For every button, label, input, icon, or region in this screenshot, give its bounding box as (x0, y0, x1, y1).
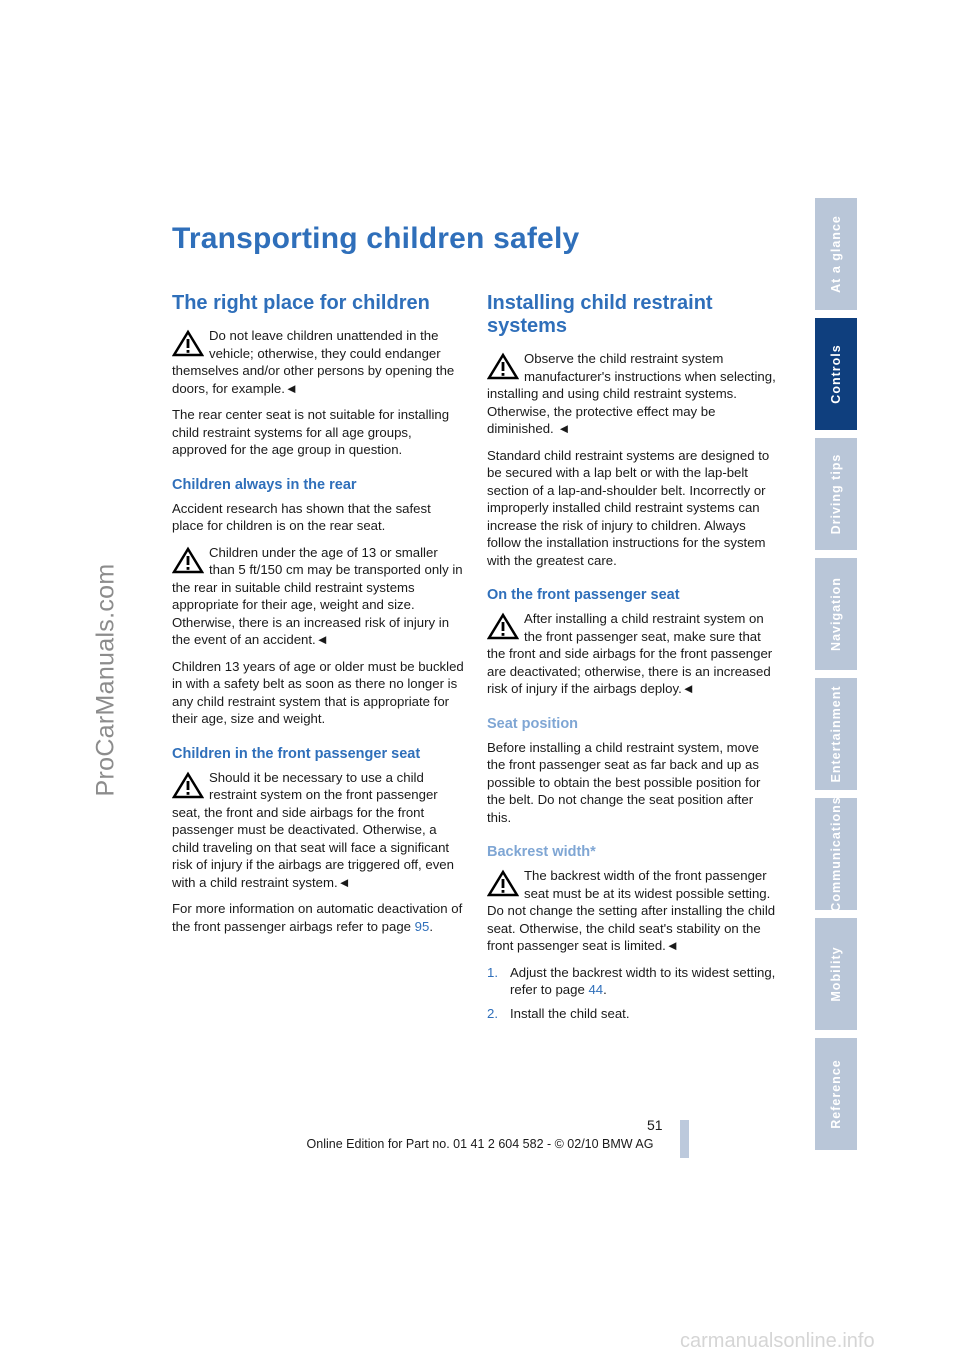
step-item: 2. Install the child seat. (487, 1005, 630, 1021)
warning-icon (172, 546, 204, 574)
warning-icon (172, 329, 204, 357)
step-item: 1. Adjust the backrest width to its widest setting, refer to page 44. (487, 964, 776, 997)
right-column (487, 292, 779, 1028)
paragraph: Before installing a child restraint system, move the front passenger seat as far back and up as possible to obtain the best possible position for the belt. Do not change the seat position after this. (487, 739, 761, 825)
paragraph: Children 13 years of age or older must be buckled in with a safety belt as soon as there no longer is any child restraint system that is appropriate for their age, size and weight. (172, 658, 464, 726)
page-link[interactable]: 95 (414, 918, 430, 934)
warning-paragraph: Observe the child restraint system manufacturer's instructions when selecting, installing and using child restraint systems. Otherwise, the protective effect may be diminished. ◄ (487, 351, 776, 436)
warning-icon (487, 869, 519, 897)
subheading-backrest-width: Backrest width* (487, 844, 596, 860)
warning-paragraph: After installing a child restraint system on the front passenger seat, make sure that the front and side airbags for the front passenger are deactivated; otherwise, there is an increased risk of injury if the airbags deploy.◄ (487, 611, 773, 696)
tab-mobility[interactable]: Mobility (815, 918, 857, 1030)
paragraph: Accident research has shown that the safest place for children is on the rear seat. (172, 500, 431, 533)
subheading-children-front: Children in the front passenger seat (172, 745, 421, 762)
tab-driving-tips[interactable]: Driving tips (815, 438, 857, 550)
subheading-children-rear: Children always in the rear (172, 476, 357, 493)
warning-icon (487, 352, 519, 380)
warning-icon (172, 771, 204, 799)
tab-entertainment[interactable]: Entertainment (815, 678, 857, 790)
warning-paragraph: The backrest width of the front passenger seat must be at its widest possible setting. Do not change the setting after installing the child seat. Otherwise, the child seat's stability on the front passenger seat is limited.◄ (487, 868, 776, 953)
chapter-tabs (815, 198, 857, 1158)
tab-at-a-glance[interactable]: At a glance (815, 198, 857, 310)
page-link[interactable]: 44 (588, 982, 604, 997)
paragraph: For more information on automatic deactivation of the front passenger airbags refer to page 95. (172, 901, 463, 934)
bottom-watermark: carmanualsonline.info (680, 1330, 875, 1352)
section-heading-installing: Installing child restraint systems (487, 292, 713, 337)
footer-text: Online Edition for Part no. 01 41 2 604 582 - © 02/10 BMW AG (306, 1137, 654, 1151)
warning-paragraph: Do not leave children unattended in the vehicle; otherwise, they could endanger themselves and/or other persons by opening the doors, for example.◄ (172, 328, 455, 396)
warning-icon (487, 612, 519, 640)
subheading-seat-position: Seat position (487, 715, 579, 732)
paragraph: Standard child restraint systems are designed to be secured with a lap belt or with the lap-belt section of a lap-and-shoulder belt. Incorrectly or improperly installed child restraint systems can increase the risk of injury to children. Always follow the installation instructions for the system with the greatest care. (487, 447, 770, 568)
subheading-front-passenger: On the front passenger seat (487, 587, 680, 603)
warning-paragraph: Should it be necessary to use a child restraint system on the front passenger seat, the front and side airbags for the front passenger must be deactivated. Otherwise, a child traveling on that seat will face a significant risk of injury if the airbags are triggered off, even with a child restraint system.◄ (172, 769, 454, 890)
page-title: Transporting children safely (172, 222, 580, 255)
page-number: 51 (647, 1117, 663, 1133)
warning-paragraph: Children under the age of 13 or smaller than 5 ft/150 cm may be transported only in the rear in suitable child restraint systems appropriate for their age, weight and size. Otherwise, there is an increased risk of injury in the event of an accident.◄ (172, 544, 463, 647)
paragraph: The rear center seat is not suitable for installing child restraint systems for all age groups, approved for the age group in question. (172, 407, 450, 457)
tab-navigation[interactable]: Navigation (815, 558, 857, 670)
section-heading-right-place: The right place for children (172, 292, 430, 314)
left-column (172, 292, 464, 944)
tab-communications[interactable]: Communications (815, 798, 857, 910)
tab-reference[interactable]: Reference (815, 1038, 857, 1150)
tab-controls[interactable]: Controls (815, 318, 857, 430)
